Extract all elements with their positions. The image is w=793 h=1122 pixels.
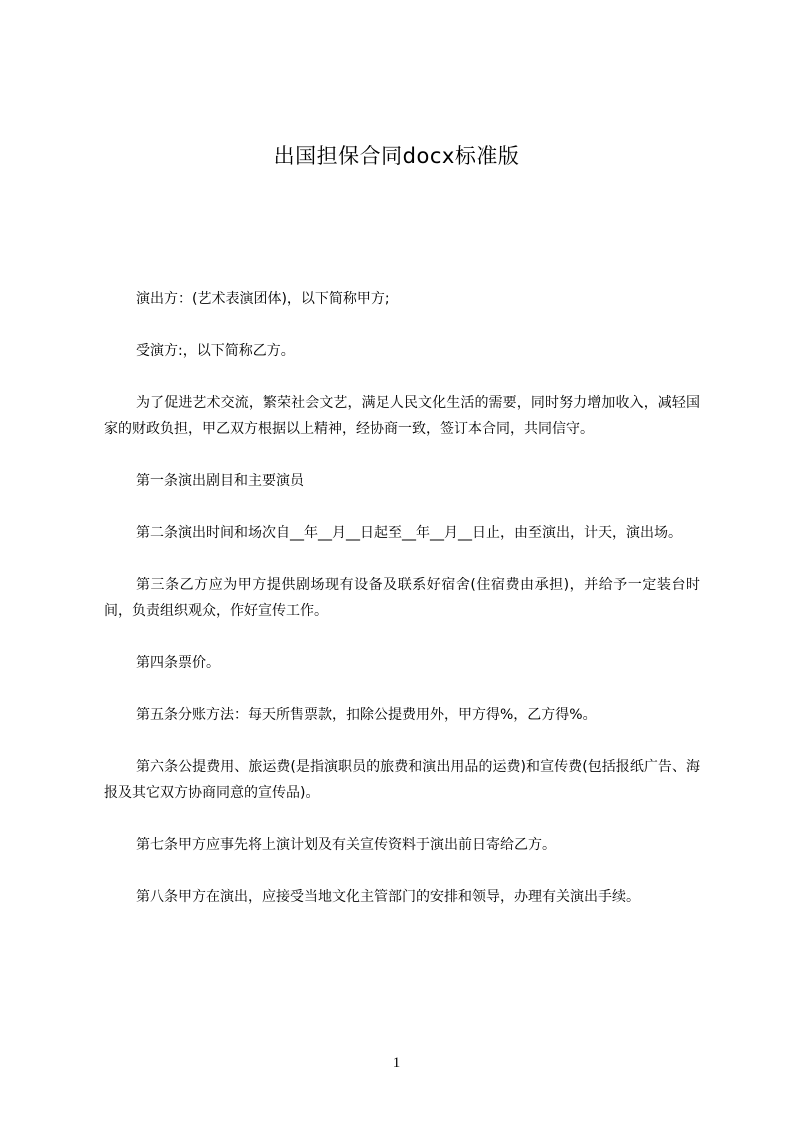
paragraph-preamble: 为了促进艺术交流，繁荣社会文艺，满足人民文化生活的需要，同时努力增加收入，减轻国家的财政负担，甲乙双方根据以上精神，经协商一致，签订本合同，共同信守。 <box>104 395 700 437</box>
article-1: 第一条演出剧目和主要演员 <box>136 473 304 489</box>
article-7: 第七条甲方应事先将上演计划及有关宣传资料于演出前日寄给乙方。 <box>136 837 556 853</box>
page-number: 1 <box>392 1055 401 1071</box>
article-6: 第六条公提费用、旅运费(是指演职员的旅费和演出用品的运费)和宣传费(包括报纸广告、海报及其它双方协商同意的宣传品)。 <box>104 759 700 801</box>
article-3: 第三条乙方应为甲方提供剧场现有设备及联系好宿舍(住宿费由承担)，并给予一定装台时间，负责组织观众，作好宣传工作。 <box>104 577 700 619</box>
article-8: 第八条甲方在演出，应接受当地文化主管部门的安排和领导，办理有关演出手续。 <box>136 889 640 905</box>
paragraph-performer: 演出方：(艺术表演团体)，以下简称甲方; <box>136 291 390 307</box>
document-body <box>104 286 700 936</box>
article-4: 第四条票价。 <box>136 655 220 671</box>
article-5: 第五条分账方法：每天所售票款，扣除公提费用外，甲方得%，乙方得%。 <box>136 707 597 723</box>
article-2: 第二条演出时间和场次自__年__月__日起至__年__月__日止，由至演出，计天，演出场。 <box>136 525 682 541</box>
paragraph-host: 受演方:，以下简称乙方。 <box>136 343 295 359</box>
document-title: 出国担保合同docx标准版 <box>273 144 520 168</box>
